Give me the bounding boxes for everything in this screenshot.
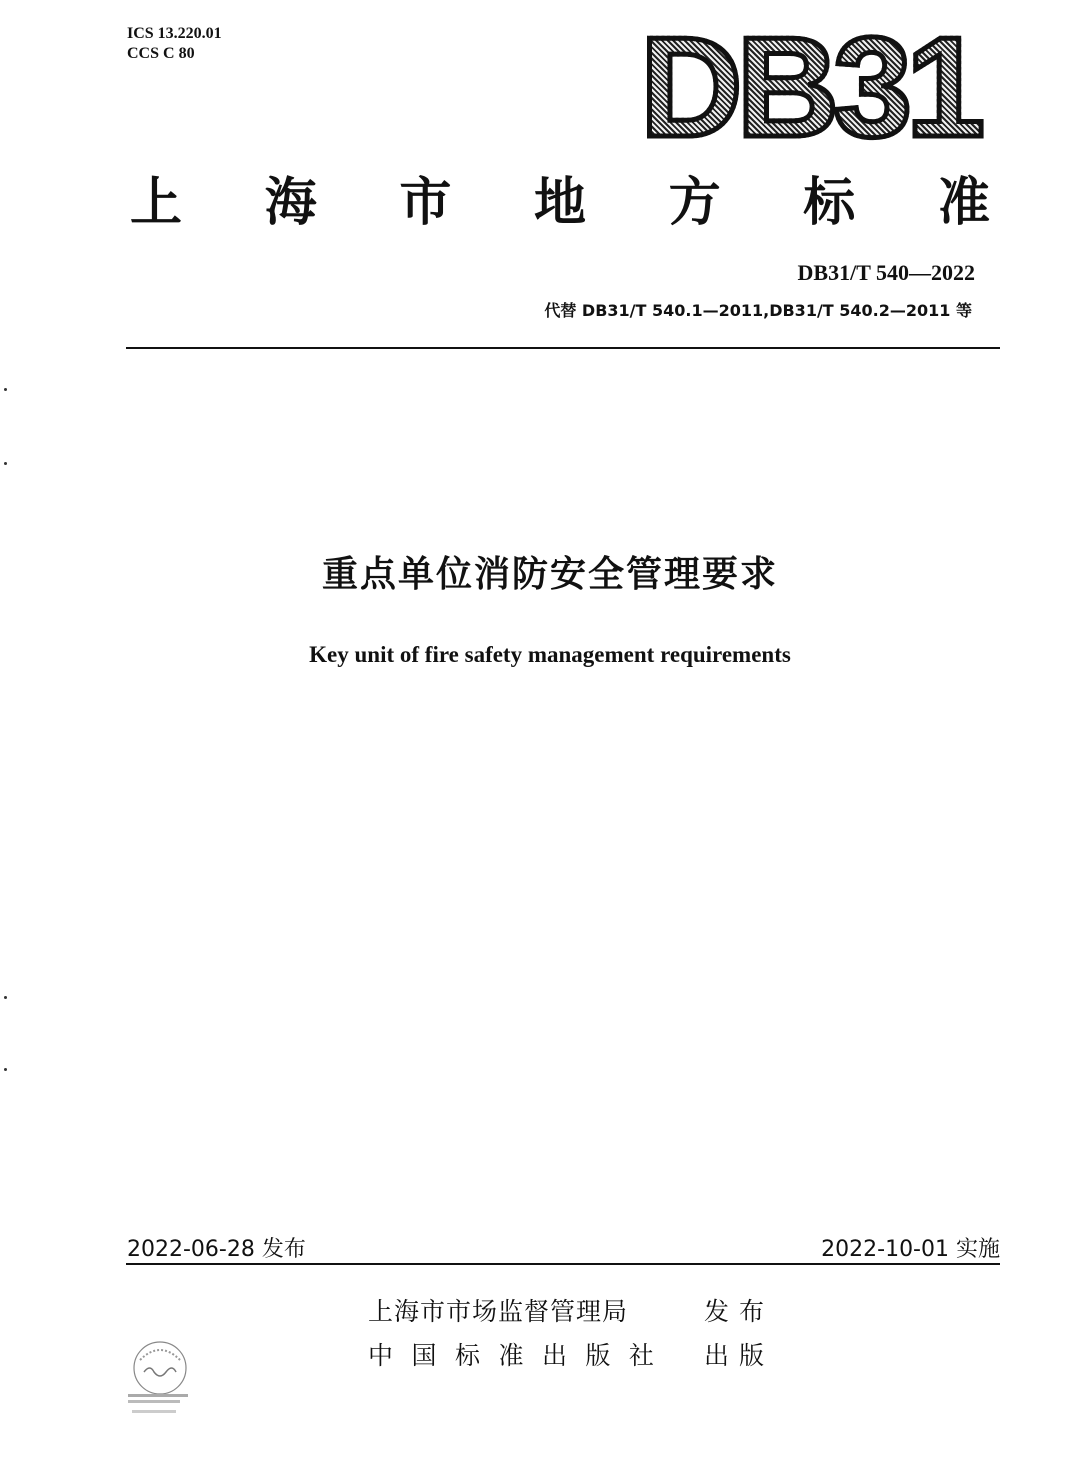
standard-type-char: 准 bbox=[937, 173, 990, 233]
press-char: 中 bbox=[368, 1341, 394, 1370]
publish-date: 2022-06-28 发布 bbox=[127, 1237, 306, 1262]
seal-stamp-icon bbox=[118, 1330, 208, 1420]
press-char: 标 bbox=[454, 1341, 480, 1370]
press-char: 版 bbox=[585, 1341, 611, 1370]
scan-mark bbox=[4, 996, 7, 999]
press-char: 出 bbox=[541, 1341, 567, 1370]
standard-type-char: 方 bbox=[668, 173, 721, 233]
document-title-english: Key unit of fire safety management requirements bbox=[309, 642, 791, 667]
press-char: 国 bbox=[411, 1341, 437, 1370]
publishing-action: 出版 bbox=[704, 1341, 775, 1370]
scan-mark bbox=[4, 1068, 7, 1071]
scan-mark bbox=[4, 388, 7, 391]
press-char: 准 bbox=[498, 1341, 524, 1370]
standard-type-char: 标 bbox=[803, 173, 856, 233]
scan-mark bbox=[4, 462, 7, 465]
ics-code: ICS 13.220.01 bbox=[127, 25, 222, 42]
classification-codes bbox=[127, 24, 222, 64]
document-title-chinese: 重点单位消防安全管理要求 bbox=[321, 554, 778, 595]
db31-logo bbox=[640, 8, 980, 167]
ccs-code: CCS C 80 bbox=[127, 45, 195, 62]
standard-type-char: 地 bbox=[533, 173, 586, 233]
standard-type-title bbox=[130, 168, 990, 238]
issuing-authority: 上海市市场监督管理局 bbox=[368, 1297, 629, 1326]
top-divider bbox=[126, 347, 1000, 349]
standard-type-char: 海 bbox=[264, 173, 317, 233]
db31-logo-text: DB31 bbox=[640, 8, 980, 167]
press-char: 社 bbox=[628, 1341, 654, 1370]
standard-type-char: 市 bbox=[399, 173, 452, 233]
standard-type-char: 上 bbox=[130, 173, 183, 233]
publishing-house bbox=[368, 1336, 654, 1372]
replaces-standards: 代替 DB31/T 540.1—2011,DB31/T 540.2—2011 等 bbox=[544, 301, 972, 320]
bottom-divider bbox=[126, 1263, 1000, 1265]
issuing-action: 发布 bbox=[704, 1297, 775, 1326]
implementation-date: 2022-10-01 实施 bbox=[821, 1237, 1000, 1262]
document-number: DB31/T 540—2022 bbox=[797, 260, 975, 285]
